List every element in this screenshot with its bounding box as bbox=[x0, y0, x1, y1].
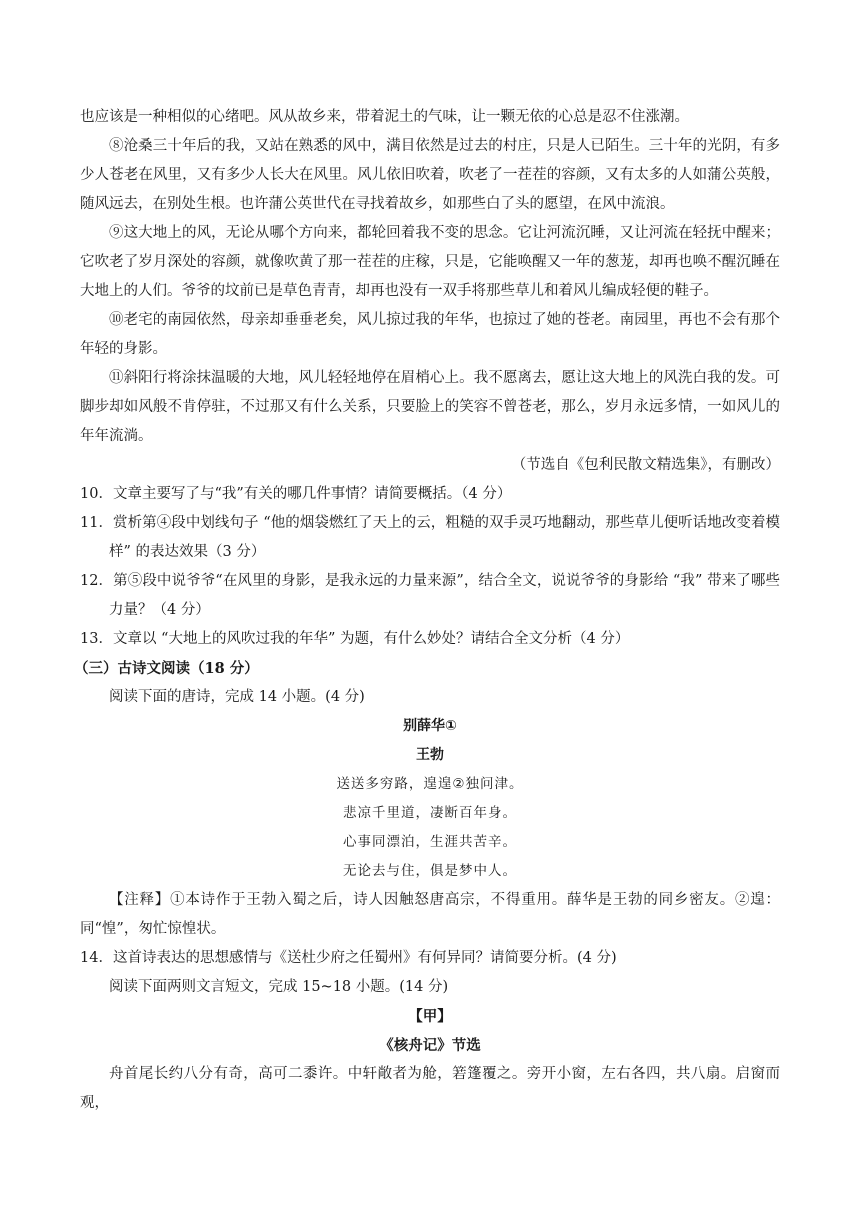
passage-paragraph-intro: 也应该是一种相似的心绪吧。风从故乡来，带着泥土的气味，让一颗无依的心总是忍不住涨潮。 bbox=[80, 109, 689, 125]
poem-note: 【注释】①本诗作于王勃入蜀之后，诗人因触怒唐高宗，不得重用。薛华是王勃的同乡密友。②遑：同“惶”，匆忙惊惶状。 bbox=[80, 892, 780, 937]
question-14: 14．这首诗表达的思想感情与《送杜少府之任蜀州》有何异同？请简要分析。(4 分) bbox=[80, 950, 617, 966]
classical-instruction: 阅读下面两则文言短文，完成 15~18 小题。(14 分) bbox=[109, 979, 449, 995]
document-content bbox=[74, 103, 780, 1118]
question-11: 11．赏析第④段中划线句子 “他的烟袋燃红了天上的云，粗糙的双手灵巧地翻动，那些草儿便听话地改变着模样” 的表达效果（3 分） bbox=[80, 515, 780, 560]
classical-label: 【甲】 bbox=[408, 1008, 452, 1025]
classical-title: 《核舟记》节选 bbox=[379, 1037, 481, 1054]
poem-line: 悲凉千里道，凄断百年身。 bbox=[343, 805, 517, 821]
poem-title: 别薛华① bbox=[403, 718, 457, 734]
section-heading: （三）古诗文阅读（18 分） bbox=[74, 660, 259, 677]
question-10: 10．文章主要写了与“我”有关的哪几件事情？请简要概括。（4 分） bbox=[80, 486, 512, 502]
passage-paragraph-8: ⑧沧桑三十年后的我，又站在熟悉的风中，满目依然是过去的村庄，只是人已陌生。三十年的光阴，有多少人苍老在风里，又有多少人长大在风里。风儿依旧吹着，吹老了一茬茬的容颜，又有太多的人如蒲公英般，随风远去，在别处生根。也许蒲公英世代在寻找着故乡，如那些白了头的愿望，在风中流浪。 bbox=[80, 138, 780, 212]
passage-source: （节选自《包利民散文精选集》，有删改） bbox=[511, 457, 780, 473]
poem-line: 无论去与住，俱是梦中人。 bbox=[343, 863, 517, 879]
classical-text: 舟首尾长约八分有奇，高可二黍许。中轩敞者为舱，箬篷覆之。旁开小窗，左右各四，共八扇。启窗而观， bbox=[80, 1066, 780, 1111]
question-12: 12．第⑤段中说爷爷“在风里的身影，是我永远的力量来源”，结合全文，说说爷爷的身影给 “我” 带来了哪些力量？（4 分） bbox=[80, 573, 780, 618]
poem-line: 送送多穷路，遑遑②独问津。 bbox=[336, 776, 524, 792]
question-13: 13．文章以 “大地上的风吹过我的年华” 为题，有什么妙处？请结合全文分析（4 分） bbox=[80, 631, 630, 647]
poem-line: 心事同漂泊，生涯共苦辛。 bbox=[343, 834, 517, 850]
passage-paragraph-10: ⑩老宅的南园依然，母亲却垂垂老矣，风儿掠过我的年华，也掠过了她的苍老。南园里，再也不会有那个年轻的身影。 bbox=[80, 312, 780, 357]
passage-paragraph-9: ⑨这大地上的风，无论从哪个方向来，都轮回着我不变的思念。它让河流沉睡，又让河流在轻抚中醒来；它吹老了岁月深处的容颜，就像吹黄了那一茬茬的庄稼，只是，它能唤醒又一年的葱茏，却再也唤不醒沉睡在大地上的人们。爷爷的坟前已是草色青青，却再也没有一双手将那些草儿和着风儿编成轻便的鞋子。 bbox=[80, 225, 780, 299]
passage-paragraph-11: ⑪斜阳行将涂抹温暖的大地，风儿轻轻地停在眉梢心上。我不愿离去，愿让这大地上的风洗白我的发。可脚步却如风般不肯停驻，不过那又有什么关系，只要脸上的笑容不曾苍老，那么，岁月永远多情，一如风儿的年年流淌。 bbox=[80, 370, 780, 444]
poem-instruction: 阅读下面的唐诗，完成 14 小题。(4 分) bbox=[109, 689, 365, 705]
poem-author: 王勃 bbox=[416, 747, 444, 763]
